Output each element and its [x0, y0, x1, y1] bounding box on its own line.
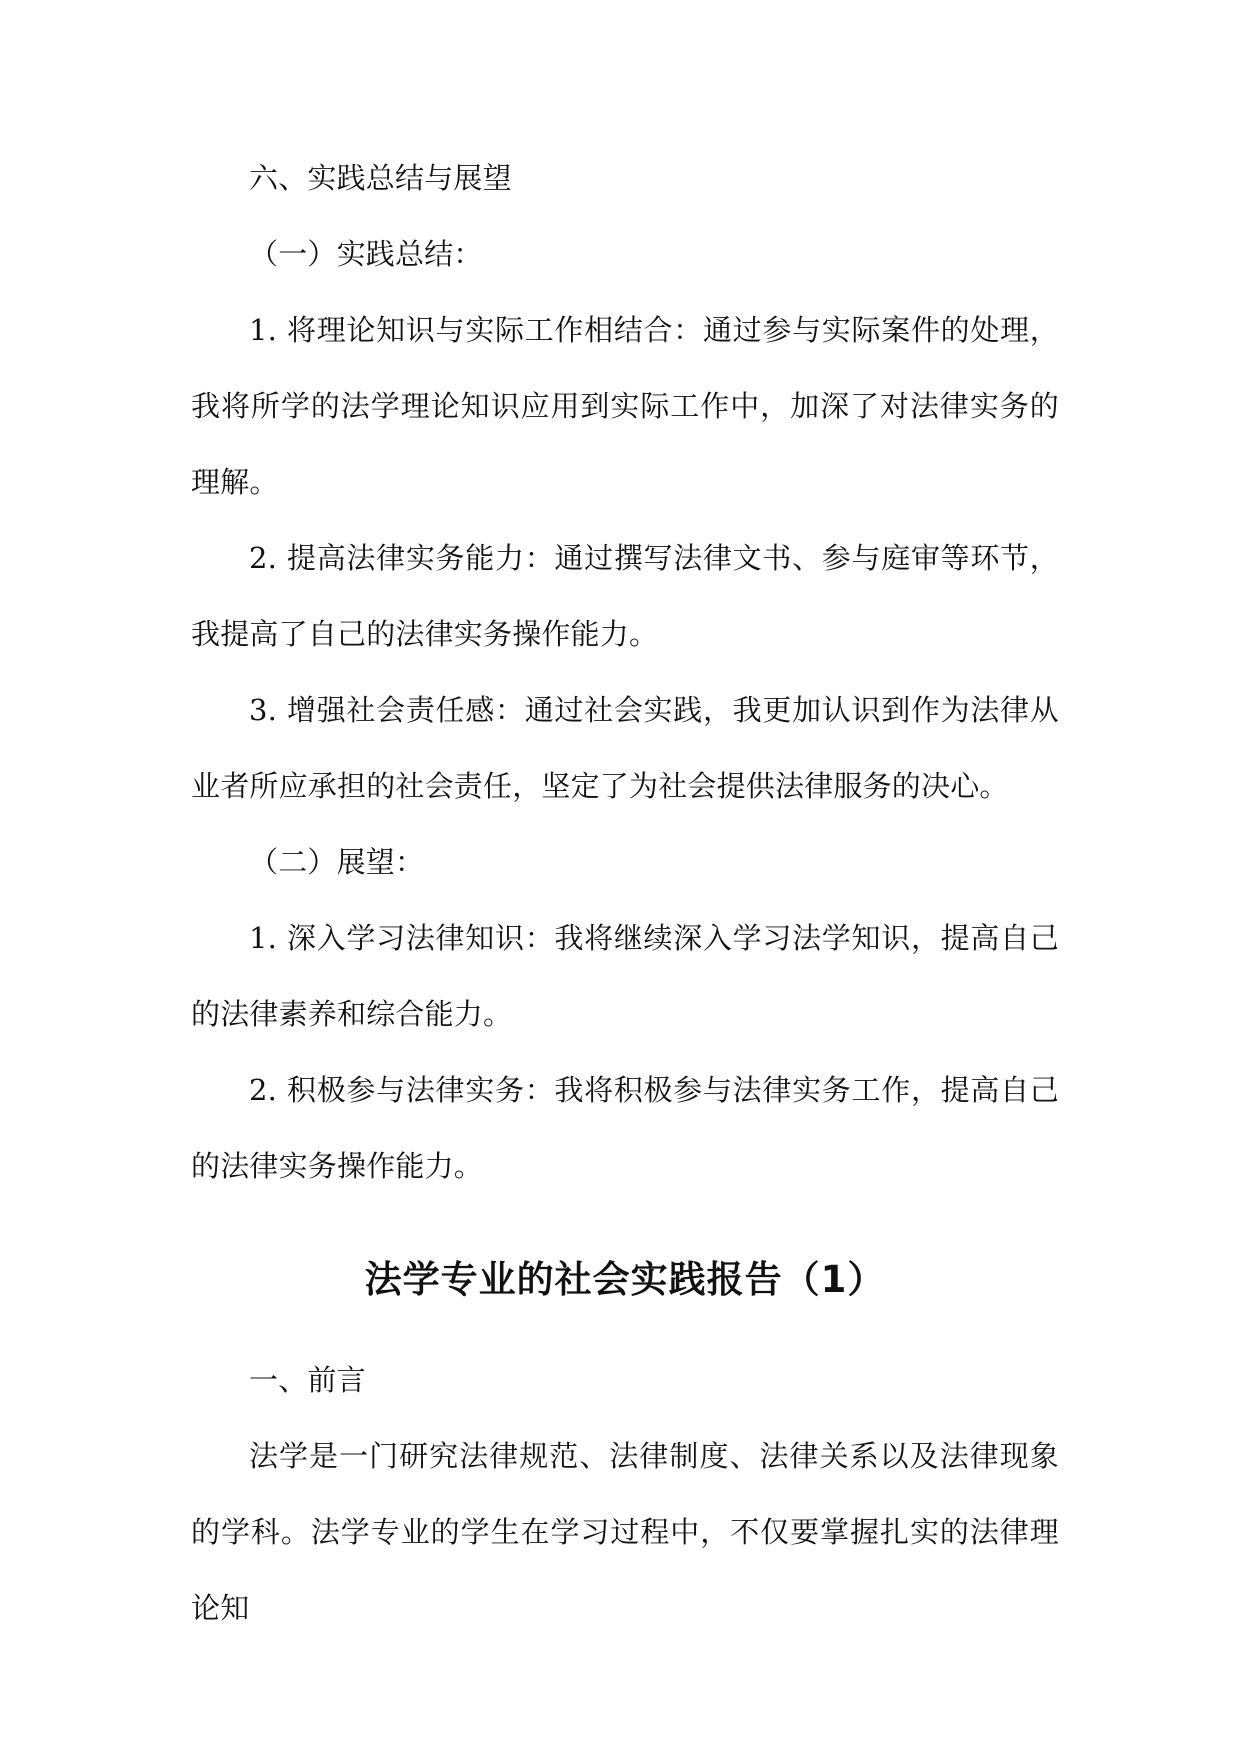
summary-subheading: （一）实践总结：	[249, 237, 483, 271]
preface-heading: 一、前言	[249, 1363, 366, 1397]
outlook-item-1: 1. 深入学习法律知识：我将继续深入学习法学知识，提高自己的法律素养和综合能力。	[191, 921, 1059, 1031]
summary-item-1: 1. 将理论知识与实际工作相结合：通过参与实际案件的处理，我将所学的法学理论知识应用到实际工作中，加深了对法律实务的理解。	[191, 313, 1059, 499]
section-six-heading: 六、实践总结与展望	[249, 161, 512, 195]
summary-item-2: 2. 提高法律实务能力：通过撰写法律文书、参与庭审等环节，我提高了自己的法律实务操作能力。	[191, 541, 1059, 651]
title-spacer-top	[191, 1204, 1059, 1242]
summary-item-3: 3. 增强社会责任感：通过社会实践，我更加认识到作为法律从业者所应承担的社会责任，坚定了为社会提供法律服务的决心。	[191, 693, 1059, 803]
report-title: 法学专业的社会实践报告（1）	[364, 1258, 886, 1301]
outlook-subheading: （二）展望：	[249, 845, 425, 879]
preface-paragraph: 法学是一门研究法律规范、法律制度、法律关系以及法律现象的学科。法学专业的学生在学习过程中，不仅要掌握扎实的法律理论知	[191, 1439, 1059, 1625]
title-spacer-bottom	[191, 1318, 1059, 1342]
document-body	[191, 140, 1059, 1646]
outlook-item-2: 2. 积极参与法律实务：我将积极参与法律实务工作，提高自己的法律实务操作能力。	[191, 1073, 1059, 1183]
